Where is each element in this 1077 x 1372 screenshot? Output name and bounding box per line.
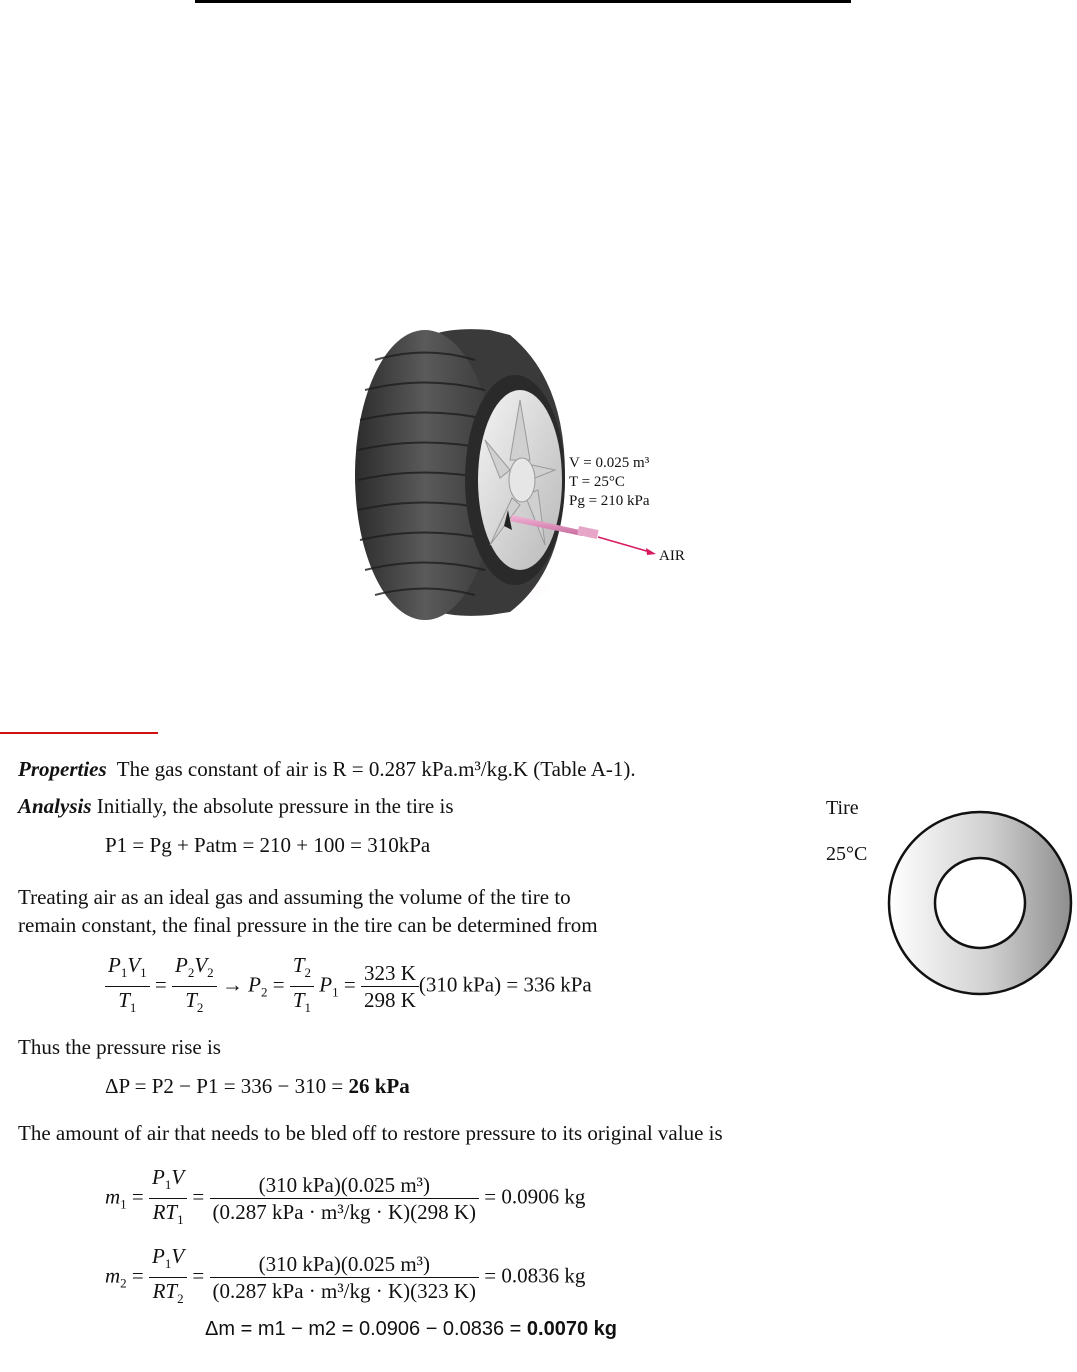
equation-m1: $m_1$ = $\frac{P_1V}{RT_1}$ = $\frac{\text{(310 kPa)(0.025 m³)}}{\text{(0.287 kPa · m³/kg · K)(298 K)}}$ = 0.0906 kg — [105, 1165, 586, 1228]
m1-numerator: (310 kPa)(0.025 m³) — [210, 1172, 480, 1199]
treating-line-1: Treating air as an ideal gas and assuming the volume of the tire to — [18, 885, 571, 909]
analysis-line — [18, 793, 454, 819]
p2-result: (310 kPa) = 336 kPa — [418, 972, 592, 997]
dp-result: 26 kPa — [348, 1074, 410, 1098]
side-tire-label: Tire — [826, 797, 859, 819]
equation-dm — [205, 1318, 617, 1341]
properties-heading: Properties — [18, 757, 107, 781]
properties-line — [18, 756, 636, 782]
volume-label: V = 0.025 m³ — [569, 455, 650, 471]
analysis-text: Initially, the absolute pressure in the tire is — [96, 794, 454, 818]
treating-line-2: remain constant, the final pressure in the tire can be determined from — [18, 913, 598, 937]
equation-p2: $\frac{P_1V_1}{T_1}$ = $\frac{P_2V_2}{T_2}$ → $P_2$ = $\frac{T_2}{T_1}$ $P_1$ = $\frac{323 K}{298 K}$ (310 kPa) = 336 kPa — [105, 952, 592, 1021]
p2-numerator: 323 K — [361, 960, 419, 987]
temperature-label: T = 25°C — [569, 474, 625, 490]
tire-ring-diagram — [885, 808, 1075, 998]
equation-p1: P1 = Pg + Patm = 210 + 100 = 310kPa — [105, 833, 431, 857]
dm-result: 0.0070 kg — [526, 1318, 617, 1340]
m1-result: = 0.0906 kg — [484, 1184, 586, 1209]
m2-denominator: (0.287 kPa · m³/kg · K)(323 K) — [212, 1279, 477, 1304]
gauge-pressure-label: Pg = 210 kPa — [569, 493, 650, 509]
bleed-line: The amount of air that needs to be bled off to restore pressure to its original value is — [18, 1121, 723, 1145]
side-temp-label: 25°C — [826, 843, 868, 865]
m2-result: = 0.0836 kg — [484, 1263, 586, 1288]
equation-dp — [105, 1074, 410, 1099]
m1-denominator: (0.287 kPa · m³/kg · K)(298 K) — [212, 1200, 477, 1225]
analysis-heading: Analysis — [18, 794, 92, 818]
dm-text: Δm = m1 − m2 = 0.0906 − 0.0836 = — [205, 1318, 527, 1340]
rise-line: Thus the pressure rise is — [18, 1035, 221, 1059]
dp-text: ΔP = P2 − P1 = 336 − 310 = — [105, 1074, 349, 1098]
m2-numerator: (310 kPa)(0.025 m³) — [210, 1251, 480, 1278]
tire-figure — [350, 320, 730, 620]
equation-m2: $m_2$ = $\frac{P_1V}{RT_2}$ = $\frac{\text{(310 kPa)(0.025 m³)}}{\text{(0.287 kPa · m³/kg · K)(323 K)}}$ = 0.0836 kg — [105, 1244, 586, 1307]
tire-image — [350, 320, 730, 620]
properties-text: The gas constant of air is R = 0.287 kPa.m³/kg.K (Table A-1). — [116, 757, 636, 781]
p2-denominator: 298 K — [363, 988, 416, 1013]
top-rule — [195, 0, 851, 3]
section-rule — [0, 732, 158, 734]
air-label: AIR — [659, 548, 685, 564]
